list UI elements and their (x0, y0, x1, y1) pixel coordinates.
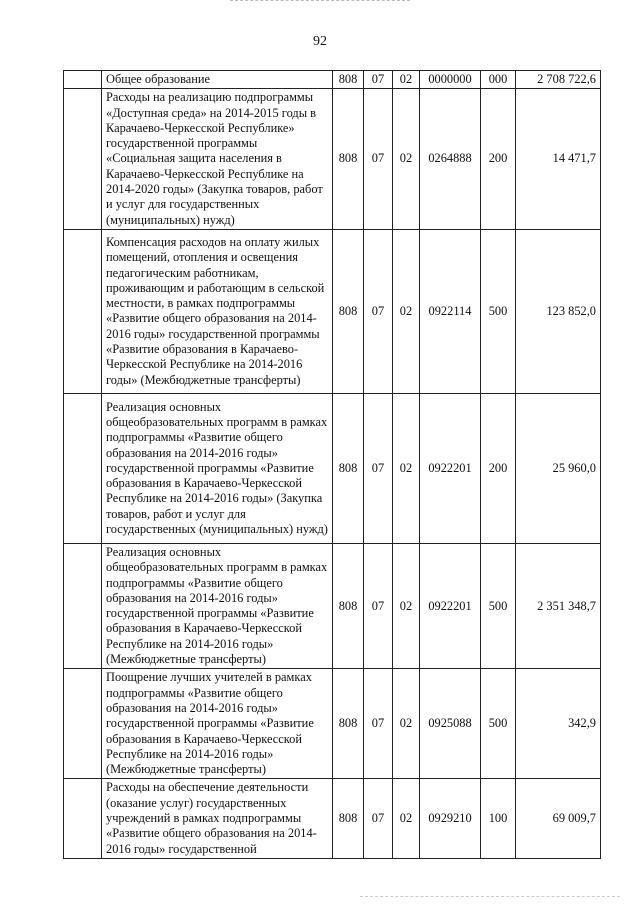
item-name: Расходы на реализацию подпрограммы «Доступная среда» на 2014-2015 годы в Карачаево-Черкесской Республике» государственной программы «Социальная защита населения в Карачаево-Черкесской Республике на 2014-2020 годы» (Закупка товаров, работ и услуг для государственных (муниципальных) нужд) (102, 89, 333, 230)
sum-value: 25 960,0 (516, 393, 601, 543)
target-code: 0922201 (420, 543, 481, 668)
sum-value: 2 351 348,7 (516, 543, 601, 668)
blank-cell (64, 71, 102, 89)
subsection-code: 02 (393, 393, 420, 543)
table-row (64, 71, 601, 89)
ministry-code: 808 (333, 71, 364, 89)
ministry-code: 808 (333, 89, 364, 230)
target-code: 0929210 (420, 779, 481, 858)
page-number: 92 (313, 34, 327, 49)
subsection-code: 02 (393, 229, 420, 393)
ministry-code: 808 (333, 229, 364, 393)
item-name: Реализация основных общеобразовательных программ в рамках подпрограммы «Развитие общего образования на 2014-2016 годы» государственной программы «Развитие образования в Карачаево-Черкесской Республике на 2014-2016 годы» (Межбюджетные трансферты) (102, 543, 333, 668)
subsection-code: 02 (393, 779, 420, 858)
ministry-code: 808 (333, 393, 364, 543)
expense-type-code: 000 (481, 71, 516, 89)
blank-cell (64, 89, 102, 230)
subsection-code: 02 (393, 71, 420, 89)
expense-type-code: 500 (481, 669, 516, 779)
section-code: 07 (364, 393, 393, 543)
table-row (64, 669, 601, 779)
subsection-code: 02 (393, 543, 420, 668)
expense-type-code: 100 (481, 779, 516, 858)
expense-type-code: 500 (481, 229, 516, 393)
target-code: 0000000 (420, 71, 481, 89)
subsection-code: 02 (393, 669, 420, 779)
expense-type-code: 500 (481, 543, 516, 668)
table-row (64, 779, 601, 858)
item-name: Поощрение лучших учителей в рамках подпрограммы «Развитие общего образования на 2014-2016 годы» государственной программы «Развитие образования в Карачаево-Черкесской Республике на 2014-2016 годы» (Межбюджетные трансферты) (102, 669, 333, 779)
target-code: 0922201 (420, 393, 481, 543)
item-name: Реализация основных общеобразовательных программ в рамках подпрограммы «Развитие общего образования на 2014-2016 годы» государственной программы «Развитие образования в Карачаево-Черкесской Республике на 2014-2016 годы» (Закупка товаров, работ и услуг для государственных (муниципальных) нужд) (102, 393, 333, 543)
subsection-code: 02 (393, 89, 420, 230)
item-name: Расходы на обеспечение деятельности (оказание услуг) государственных учреждений в рамках подпрограммы «Развитие общего образования на 2014-2016 годы» государственной (102, 779, 333, 858)
table-row (64, 89, 601, 230)
target-code: 0264888 (420, 89, 481, 230)
blank-cell (64, 543, 102, 668)
table-row (64, 393, 601, 543)
scan-artifact-bottom (360, 892, 620, 897)
item-name: Общее образование (102, 71, 333, 89)
sum-value: 123 852,0 (516, 229, 601, 393)
sum-value: 342,9 (516, 669, 601, 779)
target-code: 0922114 (420, 229, 481, 393)
target-code: 0925088 (420, 669, 481, 779)
ministry-code: 808 (333, 779, 364, 858)
ministry-code: 808 (333, 543, 364, 668)
blank-cell (64, 779, 102, 858)
budget-table (63, 70, 601, 859)
table-row (64, 543, 601, 668)
item-name: Компенсация расходов на оплату жилых помещений, отопления и освещения педагогическим работникам, проживающим и работающим в сельской местности, в рамках подпрограммы «Развитие общего образования на 2014-2016 годы» государственной программы «Развитие образования в Карачаево-Черкесской Республике на 2014-2016 годы» (Межбюджетные трансферты) (102, 229, 333, 393)
sum-value: 14 471,7 (516, 89, 601, 230)
section-code: 07 (364, 543, 393, 668)
ministry-code: 808 (333, 669, 364, 779)
blank-cell (64, 393, 102, 543)
table-row (64, 229, 601, 393)
expense-type-code: 200 (481, 393, 516, 543)
section-code: 07 (364, 71, 393, 89)
blank-cell (64, 669, 102, 779)
section-code: 07 (364, 229, 393, 393)
sum-value: 2 708 722,6 (516, 71, 601, 89)
expense-type-code: 200 (481, 89, 516, 230)
section-code: 07 (364, 669, 393, 779)
section-code: 07 (364, 779, 393, 858)
section-code: 07 (364, 89, 393, 230)
blank-cell (64, 229, 102, 393)
sum-value: 69 009,7 (516, 779, 601, 858)
scan-artifact-top (230, 0, 410, 7)
